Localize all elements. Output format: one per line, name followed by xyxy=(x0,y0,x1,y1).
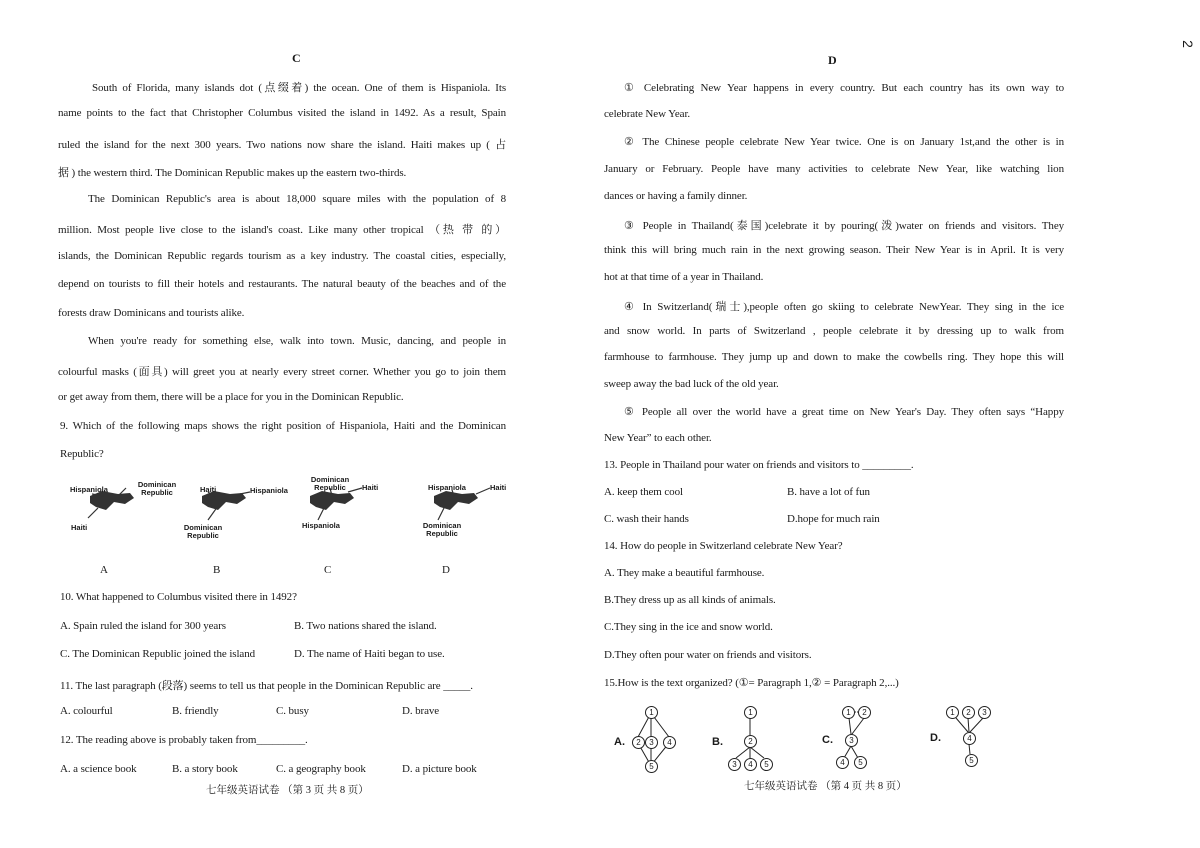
paragraph-node: 5 xyxy=(760,758,773,771)
q10-option-a: A. Spain ruled the island for 300 years xyxy=(60,620,226,632)
q13-stem: 13. People in Thailand pour water on friends and visitors to _________. xyxy=(604,459,914,471)
passage-line: think this will bring much rain in the next growing season. Their New Year is in April. It is very xyxy=(604,244,1064,256)
q14-option-d: D.They often pour water on friends and visitors. xyxy=(604,649,812,661)
q11-stem: 11. The last paragraph (段落) seems to tell us that people in the Dominican Republic are _____. xyxy=(60,680,473,692)
paragraph-node: 2 xyxy=(744,735,757,748)
passage-line: farmhouse to farmhouse. They jump up and down to make the cowbells ring. They hope this will xyxy=(604,351,1064,363)
map-label-haiti: Haiti xyxy=(362,483,379,492)
passage-line: dances or having a family dinner. xyxy=(604,190,748,202)
map-label-dominican: Dominican Republic xyxy=(422,521,462,538)
map-label-haiti: Haiti xyxy=(490,483,507,492)
map-option-c xyxy=(296,474,412,544)
q9-option-d-label: D xyxy=(442,564,450,576)
q11-option-d: D. brave xyxy=(402,705,440,717)
map-label-hispaniola: Hispaniola xyxy=(302,521,340,530)
paragraph-node: 4 xyxy=(744,758,757,771)
page-footer: 七年级英语试卷 （第 4 页 共 8 页） xyxy=(744,781,907,792)
passage-line: When you're ready for something else, walk into town. Music, dancing, and people in xyxy=(88,335,506,347)
paragraph-node: 2 xyxy=(858,706,871,719)
map-label-hispaniola: Hispaniola xyxy=(428,483,466,492)
passage-line: celebrate New Year. xyxy=(604,108,691,120)
paragraph-node: 4 xyxy=(663,736,676,749)
q13-option-a: A. keep them cool xyxy=(604,486,683,498)
passage-line: hot at that time of a year in Thailand. xyxy=(604,271,764,283)
paragraph-node: 3 xyxy=(728,758,741,771)
map-label-dominican: Dominican Republic xyxy=(310,475,350,492)
passage-line: name points to the fact that Christopher Columbus visited the island in 1492. As a result, Spain xyxy=(58,107,506,119)
q10-stem: 10. What happened to Columbus visited there in 1492? xyxy=(60,591,297,603)
passage-line: ① Celebrating New Year happens in every country. But each country has its own way to xyxy=(624,82,1064,94)
q15-option-b-label: B. xyxy=(712,736,723,748)
map-label-hispaniola: Hispaniola xyxy=(250,486,288,495)
passage-line: ruled the island for the next 300 years. Two nations now share the island. Haiti makes up ( 占 xyxy=(58,139,506,151)
q15-diagram-c xyxy=(822,706,902,776)
passage-line: sweep away the bad luck of the old year. xyxy=(604,378,779,390)
passage-line: ② The Chinese people celebrate New Year twice. One is on January 1st,and the other is in xyxy=(624,136,1064,148)
paragraph-node: 3 xyxy=(978,706,991,719)
q9-stem: 9. Which of the following maps shows the right position of Hispaniola, Haiti and the Dominican xyxy=(60,420,506,432)
q9-stem-cont: Republic? xyxy=(60,448,104,460)
q12-option-a: A. a science book xyxy=(60,763,137,775)
paragraph-node: 4 xyxy=(836,756,849,769)
map-label-hispaniola: Hispaniola xyxy=(70,485,108,494)
paragraph-node: 5 xyxy=(854,756,867,769)
map-label-haiti: Haiti xyxy=(200,485,217,494)
q15-diagram-a xyxy=(614,706,694,776)
paragraph-node: 5 xyxy=(645,760,658,773)
q10-option-c: C. The Dominican Republic joined the island xyxy=(60,648,255,660)
q12-option-c: C. a geography book xyxy=(276,763,366,775)
passage-title-c: C xyxy=(292,51,301,65)
passage-line: January or February. People have many activities to celebrate New Year, like watching lion xyxy=(604,163,1064,175)
passage-line: South of Florida, many islands dot (点缀着) the ocean. One of them is Hispaniola. Its xyxy=(92,82,506,94)
q9-option-c-label: C xyxy=(324,564,332,576)
passage-line: million. Most people live close to the island's coast. Like many other tropical （热 带 的） xyxy=(58,224,506,236)
paragraph-node: 2 xyxy=(962,706,975,719)
q14-option-b: B.They dress up as all kinds of animals. xyxy=(604,594,776,606)
q15-option-c-label: C. xyxy=(822,734,833,746)
paragraph-node: 3 xyxy=(845,734,858,747)
passage-line: 据 ) the western third. The Dominican Republic makes up the eastern two-thirds. xyxy=(58,167,407,179)
q15-option-d-label: D. xyxy=(930,732,941,744)
map-label-dominican: Dominican Republic xyxy=(183,523,223,540)
paragraph-node: 1 xyxy=(946,706,959,719)
paragraph-node: 4 xyxy=(963,732,976,745)
q9-option-b-label: B xyxy=(213,564,221,576)
q13-option-c: C. wash their hands xyxy=(604,513,689,525)
map-label-dominican: Dominican Republic xyxy=(137,480,177,497)
q11-option-c: C. busy xyxy=(276,705,309,717)
passage-line: and snow world. In parts of Switzerland , people celebrate it by dressing up to walk from xyxy=(604,325,1064,337)
passage-line: ③ People in Thailand(泰国)celebrate it by pouring(泼)water on friends and visitors. They xyxy=(624,220,1064,232)
paragraph-node: 3 xyxy=(645,736,658,749)
q13-option-b: B. have a lot of fun xyxy=(787,486,870,498)
map-option-b xyxy=(178,474,294,544)
q14-option-a: A. They make a beautiful farmhouse. xyxy=(604,567,765,579)
q12-option-d: D. a picture book xyxy=(402,763,477,775)
map-option-d xyxy=(414,474,530,544)
paragraph-node: 1 xyxy=(645,706,658,719)
page-footer: 七年级英语试卷 （第 3 页 共 8 页） xyxy=(206,785,369,796)
paragraph-node: 1 xyxy=(842,706,855,719)
q15-diagram-b xyxy=(712,706,792,776)
passage-line: islands, the Dominican Republic regards tourism as a key industry. The coastal cities, especially, xyxy=(58,250,506,262)
passage-line: forests draw Dominicans and tourists alike. xyxy=(58,307,245,319)
q11-option-a: A. colourful xyxy=(60,705,113,717)
q10-option-b: B. Two nations shared the island. xyxy=(294,620,437,632)
passage-title-d: D xyxy=(828,53,837,67)
paragraph-node: 5 xyxy=(965,754,978,767)
passage-line: ④ In Switzerland(瑞士),people often go skiing to celebrate NewYear. They sing in the ice xyxy=(624,301,1064,313)
passage-line: colourful masks (面具) will greet you at nearly every street corner. Whether you go to join them xyxy=(58,366,506,378)
q14-option-c: C.They sing in the ice and snow world. xyxy=(604,621,773,633)
q11-option-b: B. friendly xyxy=(172,705,219,717)
passage-line: ⑤ People all over the world have a great time on New Year's Day. They often says “Happy xyxy=(624,406,1064,418)
map-label-haiti: Haiti xyxy=(71,523,88,532)
q15-option-a-label: A. xyxy=(614,736,625,748)
q13-option-d: D.hope for much rain xyxy=(787,513,880,525)
passage-line: depend on tourists to fill their hotels and restaurants. The natural beauty of the beaches and of the xyxy=(58,278,506,290)
q14-stem: 14. How do people in Switzerland celebrate New Year? xyxy=(604,540,843,552)
paragraph-node: 2 xyxy=(632,736,645,749)
passage-line: The Dominican Republic's area is about 18,000 square miles with the population of 8 xyxy=(88,193,506,205)
q9-option-a-label: A xyxy=(100,564,108,576)
page-number: 2 xyxy=(1180,40,1197,48)
q15-diagram-d xyxy=(930,706,1010,776)
paragraph-node: 1 xyxy=(744,706,757,719)
q12-option-b: B. a story book xyxy=(172,763,238,775)
q15-stem: 15.How is the text organized? (①= Paragraph 1,② = Paragraph 2,...) xyxy=(604,677,899,689)
q12-stem: 12. The reading above is probably taken from_________. xyxy=(60,734,308,746)
map-option-a xyxy=(68,474,184,544)
passage-line: or get away from them, there will be a place for you in the Dominican Republic. xyxy=(58,391,404,403)
q10-option-d: D. The name of Haiti began to use. xyxy=(294,648,445,660)
passage-line: New Year” to each other. xyxy=(604,432,712,444)
